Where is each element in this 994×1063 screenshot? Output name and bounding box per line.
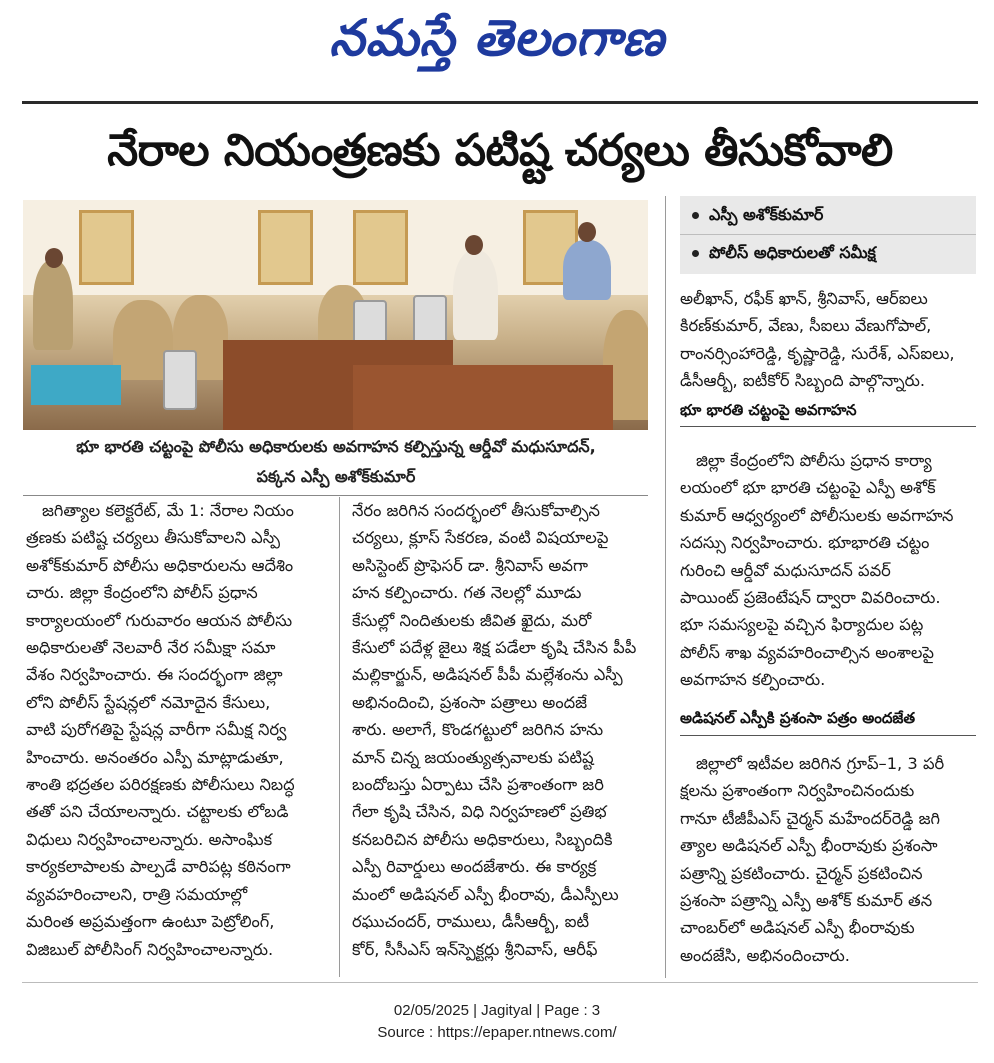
photo-chair xyxy=(163,350,197,410)
highlight-item xyxy=(692,242,876,264)
column-divider xyxy=(665,196,666,978)
column-line: వాటి పురోగతిపై స్టేషన్ల వారీగా సమీక్ష నిర్వ xyxy=(26,720,287,740)
headline: నేరాల నియంత్రణకు పటిష్ట చర్యలు తీసుకోవాలి xyxy=(107,125,893,176)
column-line: కుమార్ ఆధ్వర్యంలో పోలీసులకు అవగాహన xyxy=(680,505,954,525)
highlights-box xyxy=(680,196,976,274)
subhead-rule xyxy=(680,735,976,736)
photo-window xyxy=(353,210,408,285)
column-line: త్రణకు పటిష్ట చర్యలు తీసుకోవాలని ఎస్పీ xyxy=(26,528,281,548)
column-line: సదస్సు నిర్వహించారు. భూభారతి చట్టం xyxy=(680,533,930,553)
photo-person xyxy=(563,240,611,300)
photo-head xyxy=(45,248,63,268)
column-line: డీసీఆర్బీ, ఐటీకోర్ సిబ్బంది పాల్గొన్నారు. xyxy=(680,371,926,391)
column-line: ఎస్పీ రివార్డులు అందజేశారు. ఈ కార్యక్ర xyxy=(352,857,597,877)
caption-rule xyxy=(23,495,648,496)
column-line: జగిత్యాల కలెక్టరేట్, మే 1: నేరాల నియం xyxy=(42,501,294,520)
masthead-logo: నమస్తే తెలంగాణ xyxy=(329,8,665,67)
footer-source-label: Source : xyxy=(377,1024,438,1041)
column-line: జిల్లాలో ఇటీవల జరిగిన గ్రూప్–1, 3 పరీ xyxy=(696,754,945,773)
column-line: ప్రశంసా పత్రాన్ని ఎస్పీ అశోక్ కుమార్ తన xyxy=(680,891,933,911)
article-column-3-bottom xyxy=(680,750,974,969)
highlight-item xyxy=(692,204,823,226)
article-column-3-mid xyxy=(680,447,974,694)
subhead-appreciation: అడిషనల్ ఎస్పీకి ప్రశంసా పత్రం అందజేత xyxy=(680,709,916,727)
column-line: పోలీస్ శాఖ వ్యవహరించాల్సిన అంశాలపై xyxy=(680,642,934,662)
column-line: చారు. జిల్లా కేంద్రంలోని పోలీస్ ప్రధాన xyxy=(26,583,258,603)
article-column-2 xyxy=(352,497,650,963)
column-line: చాంబర్‌లో అడిషనల్ ఎస్పీ భీంరావుకు xyxy=(680,918,915,938)
subhead-bhu-bharati: భూ భారతి చట్టంపై అవగాహన xyxy=(680,401,857,419)
column-line: అభినందించి, ప్రశంసా పత్రాలు అందజే xyxy=(352,692,587,712)
column-line: కేసులో పదేళ్ల జైలు శిక్ష పడేలా కృషి చేసిన పీపీ xyxy=(352,638,637,658)
column-line: హించారు. అనంతరం ఎస్పీ మాట్లాడుతూ, xyxy=(26,747,284,767)
column-line: అవగాహన కల్పించారు. xyxy=(680,670,826,690)
column-line: గేలా కృషి చేసిన, విధి నిర్వహణలో ప్రతిభ xyxy=(352,802,607,822)
photo-caption xyxy=(30,432,642,492)
column-line: బందోబస్తు ఏర్పాటు చేసి ప్రశాంతంగా జరి xyxy=(352,775,604,795)
photo-head xyxy=(578,222,596,242)
column-line: అందజేసి, అభినందించారు. xyxy=(680,945,850,965)
caption-line: పక్కన ఎస్పీ అశోక్‌కుమార్ xyxy=(256,467,416,486)
column-line: రాంనర్సింహారెడ్డి, కృష్ణారెడ్డి, సురేశ్, ఎస్ఐలు, xyxy=(680,343,955,363)
column-line: విజిబుల్ పోలీసింగ్ నిర్వహించాలన్నారు. xyxy=(26,939,274,959)
photo-head xyxy=(465,235,483,255)
news-photo xyxy=(23,200,648,430)
column-divider xyxy=(339,497,340,977)
column-line: కార్యకలాపాలకు పాల్పడే వారిపట్ల కఠినంగా xyxy=(26,857,291,877)
column-line: రఘుచందర్, రాములు, డీసీఆర్బీ, ఐటీ xyxy=(352,912,590,932)
bullet-icon xyxy=(692,250,699,257)
column-line: వ్యవహరించాలని, రాత్రి సమయాల్లో xyxy=(26,884,248,904)
column-line: లయంలో భూ భారతి చట్టంపై ఎస్పీ అశోక్ xyxy=(680,478,936,498)
highlight-text: పోలీస్ అధికారులతో సమీక్ష xyxy=(709,243,876,262)
column-line: హన కల్పించారు. గత నెలల్లో మూడు xyxy=(352,583,582,603)
subhead-rule xyxy=(680,426,976,427)
column-line: క్షలను ప్రశాంతంగా నిర్వహించినందుకు xyxy=(680,781,915,801)
column-line: మంలో అడిషనల్ ఎస్పీ భీంరావు, డీఎస్పీలు xyxy=(352,884,619,904)
column-line: నేరం జరిగిన సందర్భంలో తీసుకోవాల్సిన xyxy=(352,501,600,520)
bullet-icon xyxy=(692,212,699,219)
column-line: గానూ టీజీపీఎస్ చైర్మన్ మహేందర్‌రెడ్డి జగి xyxy=(680,808,940,828)
column-line: పత్రాన్ని ప్రకటించారు. చైర్మన్ ప్రకటించిన xyxy=(680,863,923,883)
photo-person xyxy=(453,250,498,340)
column-line: జిల్లా కేంద్రంలోని పోలీసు ప్రధాన కార్యా xyxy=(696,451,932,470)
column-line: తతో పని చేయాలన్నారు. చట్టాలకు లోబడి xyxy=(26,802,289,822)
column-line: శారు. అలాగే, కొండగట్టులో జరిగిన హను xyxy=(352,720,604,740)
column-line: పాయింట్ ప్రజెంటేషన్ ద్వారా వివరించారు. xyxy=(680,588,941,608)
footer-rule xyxy=(22,982,978,983)
highlight-divider xyxy=(680,234,976,235)
column-line: మరింత అప్రమత్తంగా ఉంటూ పెట్రోలింగ్, xyxy=(26,912,275,932)
article-column-3-top xyxy=(680,285,974,395)
column-line: కిరణ్‌కుమార్, వేణు, సీఐలు వేణుగోపాల్, xyxy=(680,316,932,336)
photo-window xyxy=(258,210,313,285)
column-line: విధులు నిర్వహించాలన్నారు. అసాంఘిక xyxy=(26,829,273,849)
column-line: వేశం నిర్వహించారు. ఈ సందర్భంగా జిల్లా xyxy=(26,665,283,685)
footer-date-line: 02/05/2025 | Jagityal | Page : 3 xyxy=(393,1002,601,1019)
column-line: కేసుల్లో నిందితులకు జీవిత ఖైదు, మరో xyxy=(352,610,592,630)
caption-line: భూ భారతి చట్టంపై పోలీసు అధికారులకు అవగాహన కల్పిస్తున్న ఆర్డీవో మధుసూదన్, xyxy=(76,437,596,456)
column-line: మాన్ చిన్న జయంత్యుత్సవాలకు పటిష్ట xyxy=(352,747,594,767)
photo-person xyxy=(33,260,73,350)
photo-box xyxy=(31,365,121,405)
column-line: లోని పోలీస్ స్టేషన్లలో నమోదైన కేసులు, xyxy=(26,692,271,712)
column-line: కోర్, సీసీఎస్ ఇన్‌స్పెక్టర్లు శ్రీనివాస్, ఆరీఫ్ xyxy=(352,939,598,959)
column-line: భూ సమస్యలపై వచ్చిన ఫిర్యాదుల పట్ల xyxy=(680,615,924,635)
column-line: చర్యలు, క్లూస్ సేకరణ, వంటి విషయాలపై xyxy=(352,528,609,548)
article-column-1 xyxy=(26,497,328,963)
column-line: అశోక్‌కుమార్ పోలీసు అధికారులను ఆదేశిం xyxy=(26,555,294,575)
source-link[interactable]: https://epaper.ntnews.com/ xyxy=(437,1024,617,1041)
photo-window xyxy=(79,210,134,285)
highlight-text: ఎస్పీ అశోక్‌కుమార్ xyxy=(709,205,824,224)
column-line: త్యాల అడిషనల్ ఎస్పీ భీంరావుకు ప్రశంసా xyxy=(680,836,938,856)
photo-desk xyxy=(353,365,613,430)
column-line: మల్లికార్జున్, అడిషనల్ పీపీ మల్లేశంను ఎస్పీ xyxy=(352,665,623,685)
column-line: గురించి ఆర్డీవో మధుసూదన్ పవర్ xyxy=(680,560,891,580)
column-line: కనబరిచిన పోలీసు అధికారులు, సిబ్బందికి xyxy=(352,829,613,849)
column-line: అసిస్టెంట్ ప్రొఫెసర్ డా. శ్రీనివాస్ అవగా xyxy=(352,555,589,575)
column-line: కార్యాలయంలో గురువారం ఆయన పోలీసు xyxy=(26,610,293,630)
masthead-rule xyxy=(22,101,978,104)
column-line: శాంతి భద్రతల పరిరక్షణకు పోలీసులు నిబద్ధ xyxy=(26,775,295,795)
footer-source-line xyxy=(0,1024,994,1041)
column-line: అలీఖాన్, రఫీక్ ఖాన్, శ్రీనివాస్, ఆర్ఐలు xyxy=(680,289,928,308)
column-line: అధికారులతో నెలవారీ నేర సమీక్షా సమా xyxy=(26,638,276,658)
